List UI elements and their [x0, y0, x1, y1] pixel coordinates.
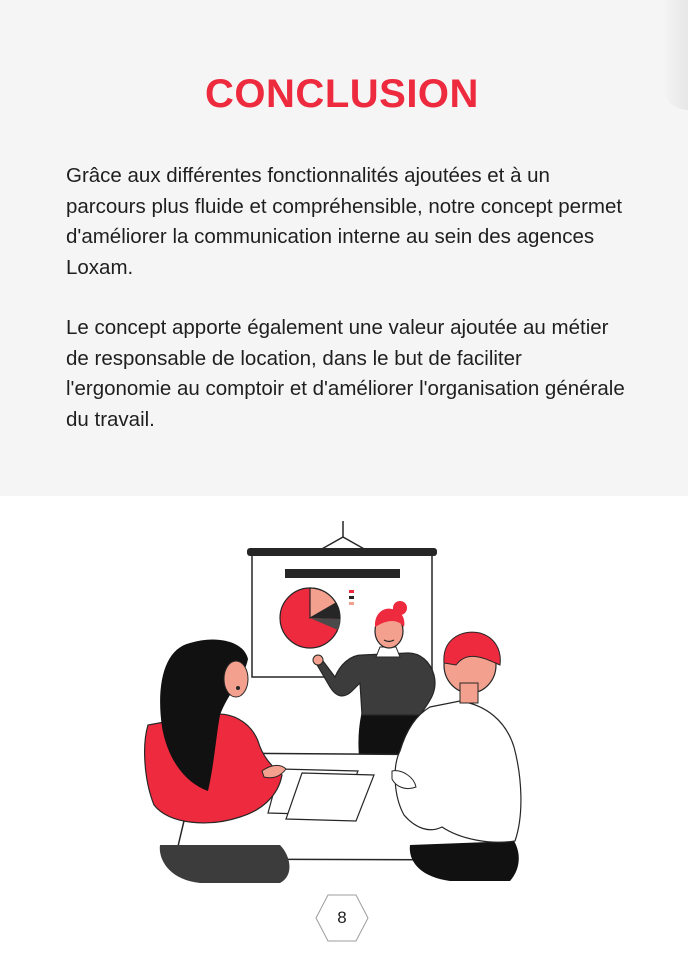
meeting-illustration: [130, 515, 550, 895]
page-title: CONCLUSION: [205, 72, 479, 116]
paragraph-value: Le concept apporte également une valeur ajoutée au métier de responsable de location, dans le but de faciliter l'ergonomie au comptoir et d'améliorer l'organisation générale du travail.: [66, 316, 625, 431]
paragraph-intro: Grâce aux différentes fonctionnalités ajoutées et à un parcours plus fluide et compréhensible, notre concept permet d'améliorer la communication interne au sein des agences Loxam.: [66, 164, 623, 279]
page-number: 8: [337, 908, 347, 927]
